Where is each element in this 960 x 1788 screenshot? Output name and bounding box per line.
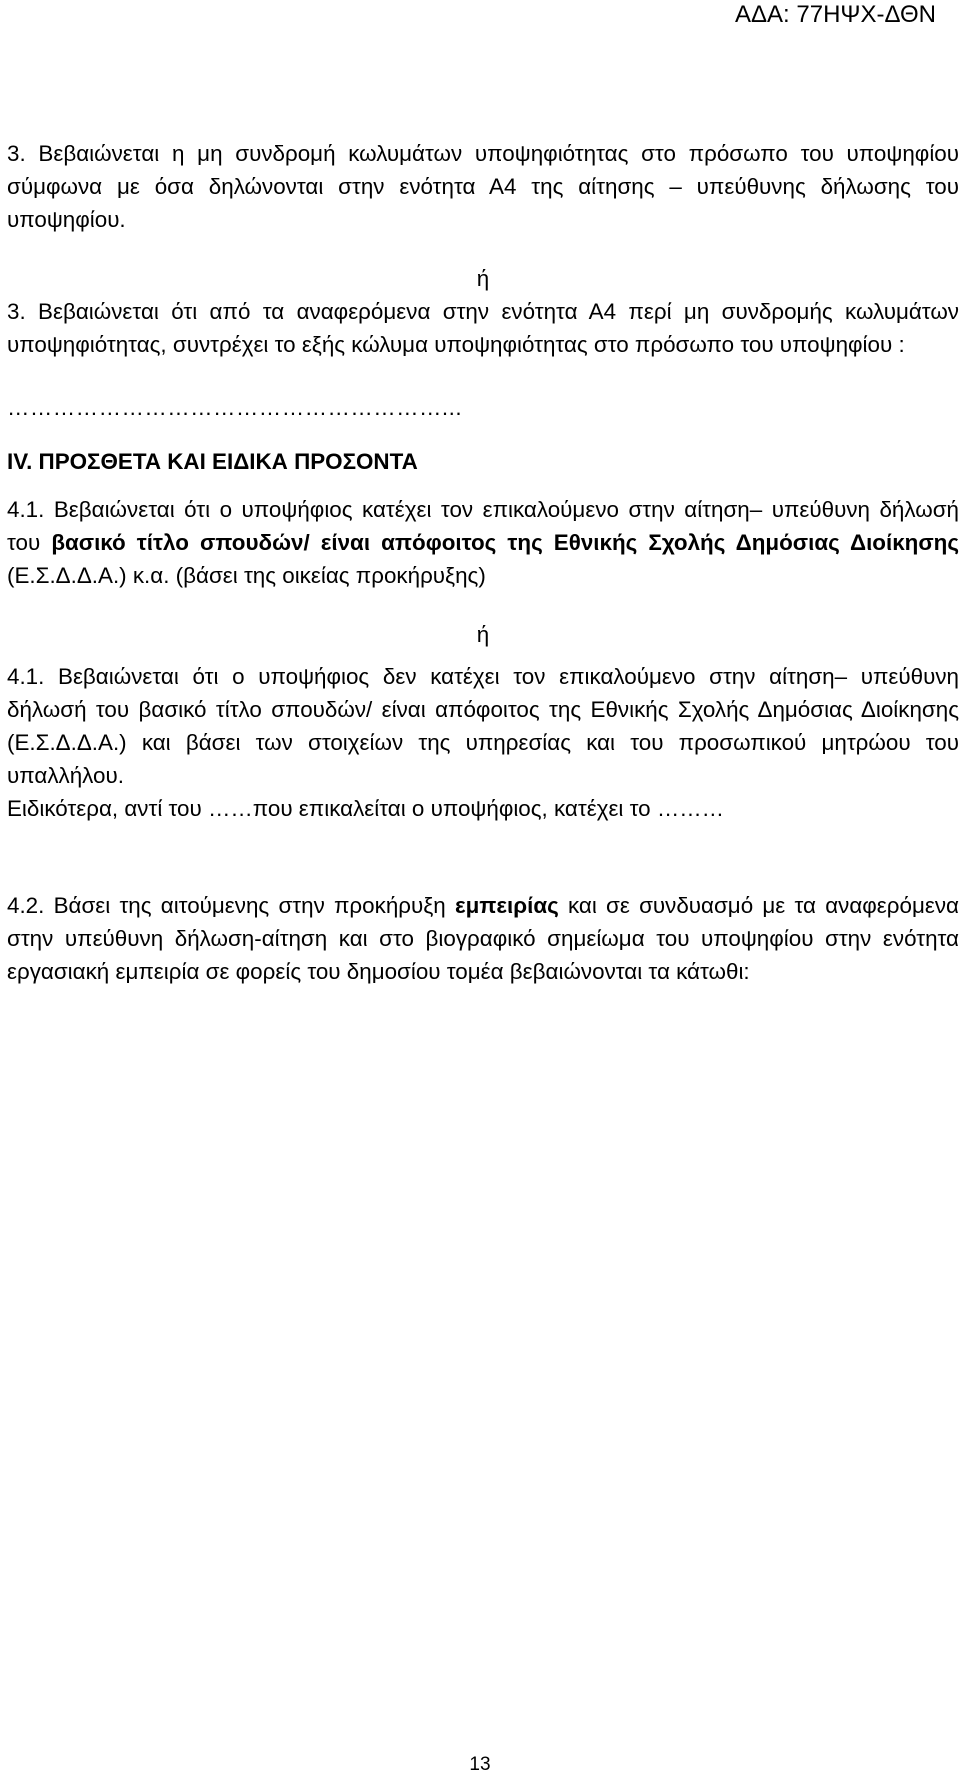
document-ada-code: ΑΔΑ: 77ΗΨΧ-ΔΘΝ (735, 1, 936, 28)
document-body (7, 137, 959, 988)
paragraph-4-1a-text-end: (Ε.Σ.Δ.Δ.Α.) κ.α. (βάσει της οικείας προκήρυξης) (7, 563, 486, 588)
or-separator: ή (476, 266, 490, 291)
paragraph-4-1b-detail: Ειδικότερα, αντί του ……που επικαλείται ο υποψήφιος, κατέχει το ……… (7, 796, 724, 821)
paragraph-4-2-text-end: και σε συνδυασμό με τα αναφερόμενα στην υπεύθυνη δήλωση-αίτηση και στο βιογραφικό σημείωμα του υποψηφίου στην ενότητα εργασιακή εμπειρία σε φορείς του δημοσίου τομέα βεβαιώνονται τα κάτωθι: (7, 893, 959, 984)
paragraph-4-2 (7, 889, 959, 988)
paragraph-4-2-text-start: 4.2. Βάσει της αιτούμενης στην προκήρυξη (7, 893, 455, 918)
paragraph-4-1a-text-start: 4.1. Βεβαιώνεται ότι ο υποψήφιος κατέχει τον επικαλούμενο στην αίτηση– υπεύθυνη δήλωσή του (7, 497, 959, 555)
paragraph-4-1b: 4.1. Βεβαιώνεται ότι ο υποψήφιος δεν κατέχει τον επικαλούμενο στην αίτηση– υπεύθυνη δήλωσή του βασικό τίτλο σπουδών/ είναι απόφοιτος της Εθνικής Σχολής Δημόσιας Διοίκησης (Ε.Σ.Δ.Δ.Α.) και βάσει των στοιχείων της υπηρεσίας και του προσωπικού μητρώου του υπαλλήλου. (7, 664, 959, 788)
paragraph-3b: 3. Βεβαιώνεται ότι από τα αναφερόμενα στην ενότητα Α4 περί μη συνδρομής κωλυμάτων υποψηφιότητας, συντρέχει το εξής κώλυμα υποψηφιότητας στο πρόσωπο του υποψηφίου : (7, 299, 959, 357)
paragraph-4-1a-text-bold: βασικό τίτλο σπουδών/ είναι απόφοιτος της Εθνικής Σχολής Δημόσιας Διοίκησης (51, 530, 959, 555)
section-heading-iv: IV. ΠΡΟΣΘΕΤΑ ΚΑΙ ΕΙΔΙΚΑ ΠΡΟΣΟΝΤΑ (7, 449, 418, 474)
paragraph-4-2-text-bold: εμπειρίας (454, 893, 559, 918)
or-separator: ή (476, 622, 490, 647)
paragraph-3a: 3. Βεβαιώνεται η μη συνδρομή κωλυμάτων υποψηφιότητας στο πρόσωπο του υποψηφίου σύμφωνα με όσα δηλώνονται στην ενότητα Α4 της αίτησης – υπεύθυνης δήλωσης του υποψηφίου. (7, 141, 959, 232)
fill-in-dots: …………………………………………………... (7, 395, 463, 420)
page-number: 13 (469, 1754, 491, 1775)
paragraph-4-1a (7, 493, 959, 592)
